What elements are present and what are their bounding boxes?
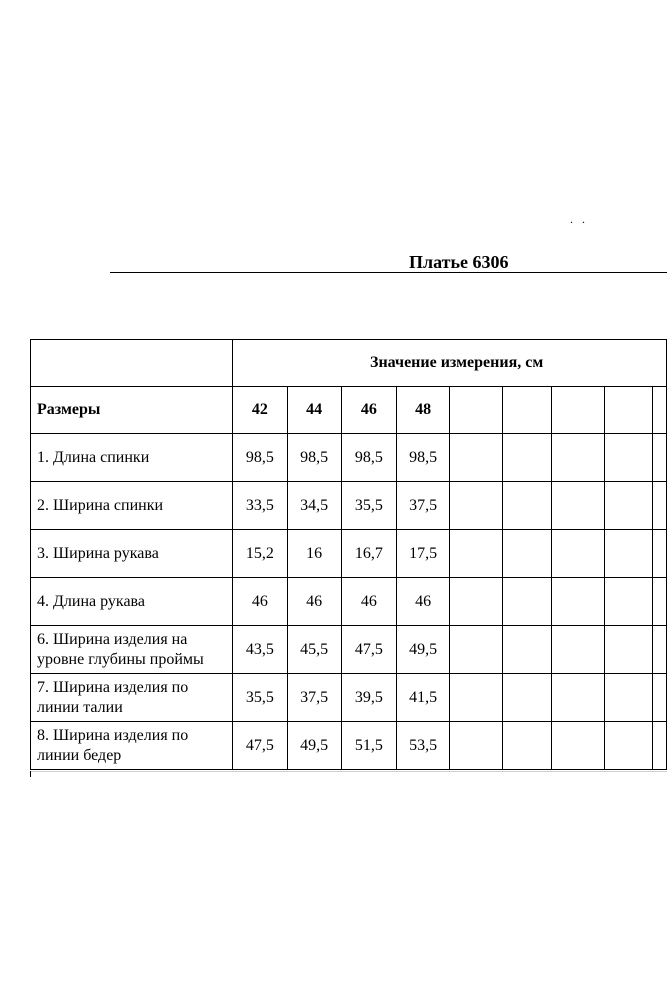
measurement-value: 46 — [287, 578, 341, 626]
measurement-header: Значение измерения, см — [233, 340, 667, 387]
measurement-label — [31, 674, 233, 722]
size-header-cell: 44 — [287, 387, 341, 434]
empty-cell — [552, 722, 604, 770]
empty-cell — [502, 387, 552, 434]
empty-cell — [450, 722, 502, 770]
measurement-value: 46 — [341, 578, 397, 626]
measurement-value: 39,5 — [341, 674, 397, 722]
empty-cell — [552, 626, 604, 674]
empty-cell — [450, 434, 502, 482]
measurement-value: 98,5 — [287, 434, 341, 482]
empty-cell — [653, 578, 667, 626]
empty-cell — [552, 674, 604, 722]
measurement-label-line: 7. Ширина изделия по — [37, 678, 189, 696]
empty-cell — [502, 722, 552, 770]
sizes-row — [31, 387, 667, 434]
table-row — [31, 434, 667, 482]
measurement-label-line: 2. Ширина спинки — [37, 496, 164, 514]
measurement-label-line: 3. Ширина рукава — [37, 544, 159, 562]
measurement-label — [31, 434, 233, 482]
measurement-value: 35,5 — [341, 482, 397, 530]
empty-cell — [604, 722, 652, 770]
bottom-edge-line — [30, 771, 667, 772]
measurement-value: 16 — [287, 530, 341, 578]
title-underline — [110, 272, 667, 273]
measurement-value: 46 — [233, 578, 288, 626]
empty-cell — [604, 387, 652, 434]
empty-cell — [653, 482, 667, 530]
table-row — [31, 530, 667, 578]
measurement-label-line: линии талии — [37, 698, 123, 716]
empty-cell — [450, 578, 502, 626]
size-header-cell: 46 — [341, 387, 397, 434]
empty-corner-cell — [31, 340, 233, 387]
document-title: Платье 6306 — [409, 252, 509, 272]
empty-cell — [552, 578, 604, 626]
table-row — [31, 482, 667, 530]
empty-cell — [502, 530, 552, 578]
measurement-value: 49,5 — [287, 722, 341, 770]
measurement-value: 53,5 — [397, 722, 450, 770]
empty-cell — [552, 482, 604, 530]
table-body — [31, 434, 667, 770]
empty-cell — [604, 482, 652, 530]
empty-cell — [604, 530, 652, 578]
measurement-label-line: уровне глубины проймы — [37, 650, 204, 668]
measurement-label — [31, 482, 233, 530]
empty-cell — [450, 626, 502, 674]
table-row — [31, 674, 667, 722]
empty-cell — [653, 387, 667, 434]
measurement-label-line: 8. Ширина изделия по — [37, 726, 189, 744]
empty-cell — [450, 482, 502, 530]
measurement-label — [31, 530, 233, 578]
size-header-cell: 42 — [233, 387, 288, 434]
measurement-value: 33,5 — [233, 482, 288, 530]
measurement-label-line: линии бедер — [37, 746, 122, 764]
table-header-row — [31, 340, 667, 387]
measurement-value: 37,5 — [287, 674, 341, 722]
empty-cell — [653, 434, 667, 482]
measurement-value: 51,5 — [341, 722, 397, 770]
empty-cell — [653, 674, 667, 722]
table-row — [31, 626, 667, 674]
sizes-label: Размеры — [31, 387, 233, 434]
measurement-value: 98,5 — [233, 434, 288, 482]
empty-cell — [604, 674, 652, 722]
empty-cell — [552, 434, 604, 482]
empty-cell — [450, 674, 502, 722]
empty-cell — [502, 626, 552, 674]
size-measurement-table — [30, 339, 667, 770]
measurement-value: 34,5 — [287, 482, 341, 530]
size-header-cell: 48 — [397, 387, 450, 434]
measurement-value: 37,5 — [397, 482, 450, 530]
empty-cell — [604, 626, 652, 674]
table-row — [31, 578, 667, 626]
empty-cell — [653, 722, 667, 770]
measurement-value: 98,5 — [397, 434, 450, 482]
measurement-value: 49,5 — [397, 626, 450, 674]
measurement-label-line: 1. Длина спинки — [37, 448, 150, 466]
empty-cell — [653, 626, 667, 674]
measurement-label-line: 4. Длина рукава — [37, 592, 145, 610]
measurement-value: 41,5 — [397, 674, 450, 722]
measurement-value: 17,5 — [397, 530, 450, 578]
stray-dots: . . — [570, 212, 588, 226]
measurement-label — [31, 626, 233, 674]
measurement-value: 98,5 — [341, 434, 397, 482]
left-edge-tail — [30, 771, 31, 777]
empty-cell — [604, 578, 652, 626]
empty-cell — [604, 434, 652, 482]
measurement-label-line: 6. Ширина изделия на — [37, 630, 188, 648]
measurement-value: 35,5 — [233, 674, 288, 722]
measurement-value: 47,5 — [341, 626, 397, 674]
measurement-label — [31, 578, 233, 626]
measurement-value: 15,2 — [233, 530, 288, 578]
empty-cell — [552, 530, 604, 578]
measurement-value: 43,5 — [233, 626, 288, 674]
empty-cell — [653, 530, 667, 578]
measurement-value: 16,7 — [341, 530, 397, 578]
empty-cell — [502, 482, 552, 530]
empty-cell — [502, 578, 552, 626]
empty-cell — [552, 387, 604, 434]
table-row — [31, 722, 667, 770]
measurement-value: 45,5 — [287, 626, 341, 674]
empty-cell — [502, 434, 552, 482]
empty-cell — [450, 530, 502, 578]
measurement-label — [31, 722, 233, 770]
empty-cell — [502, 674, 552, 722]
measurement-value: 46 — [397, 578, 450, 626]
measurement-value: 47,5 — [233, 722, 288, 770]
empty-cell — [450, 387, 502, 434]
